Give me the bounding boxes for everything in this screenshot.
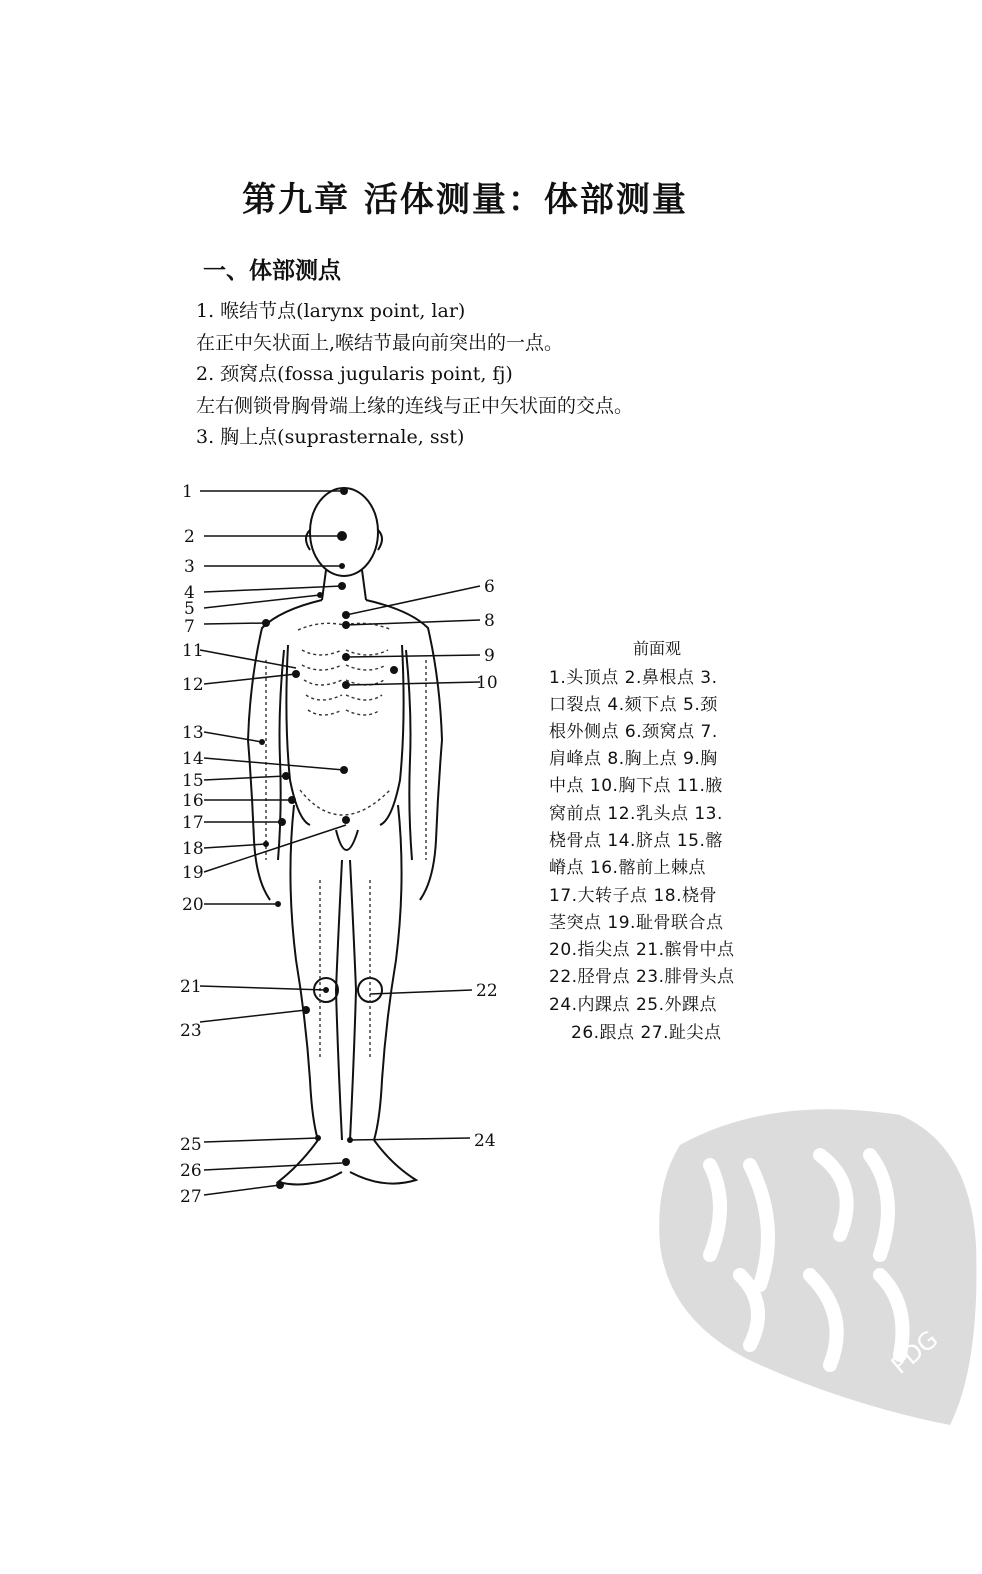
label-19: 19 bbox=[182, 863, 204, 883]
label-26: 26 bbox=[180, 1161, 202, 1181]
entry-1-description: 在正中矢状面上,喉结节最向前突出的一点。 bbox=[196, 332, 564, 354]
legend-line: 17.大转子点 18.桡骨 bbox=[549, 886, 717, 906]
label-6: 6 bbox=[484, 577, 495, 597]
label-9: 9 bbox=[484, 646, 495, 666]
legend-line: 嵴点 16.髂前上棘点 bbox=[549, 858, 706, 878]
label-23: 23 bbox=[180, 1021, 202, 1041]
legend-line: 窝前点 12.乳头点 13. bbox=[549, 804, 723, 824]
label-14: 14 bbox=[182, 749, 204, 769]
label-4: 4 bbox=[184, 583, 195, 603]
body-front-view-figure bbox=[170, 460, 530, 1220]
label-1: 1 bbox=[182, 482, 193, 502]
entry-1-heading: 1. 喉结节点(larynx point, lar) bbox=[196, 300, 466, 322]
legend-line: 中点 10.胸下点 11.腋 bbox=[549, 776, 723, 796]
entry-2-heading: 2. 颈窝点(fossa jugularis point, fj) bbox=[196, 363, 513, 385]
label-11: 11 bbox=[182, 641, 204, 661]
watermark-text: PDG bbox=[885, 1325, 944, 1380]
legend-line: 口裂点 4.颏下点 5.颈 bbox=[549, 695, 718, 715]
label-16: 16 bbox=[182, 791, 204, 811]
label-2: 2 bbox=[184, 527, 195, 547]
label-18: 18 bbox=[182, 839, 204, 859]
label-25: 25 bbox=[180, 1135, 202, 1155]
label-12: 12 bbox=[182, 675, 204, 695]
legend-line: 1.头顶点 2.鼻根点 3. bbox=[549, 668, 718, 688]
label-20: 20 bbox=[182, 895, 204, 915]
label-5: 5 bbox=[184, 599, 195, 619]
label-3: 3 bbox=[184, 557, 195, 577]
label-24: 24 bbox=[474, 1131, 496, 1151]
label-15: 15 bbox=[182, 771, 204, 791]
legend-line: 根外侧点 6.颈窝点 7. bbox=[549, 722, 718, 742]
label-13: 13 bbox=[182, 723, 204, 743]
watermark-seal bbox=[650, 1105, 980, 1435]
label-21: 21 bbox=[180, 977, 202, 997]
legend-line: 肩峰点 8.胸上点 9.胸 bbox=[549, 749, 718, 769]
body-outline bbox=[248, 488, 442, 1184]
legend-line: 20.指尖点 21.髌骨中点 bbox=[549, 940, 735, 960]
legend-line: 茎突点 19.耻骨联合点 bbox=[549, 913, 724, 933]
label-22: 22 bbox=[476, 981, 498, 1001]
legend-caption: 前面观 bbox=[633, 639, 682, 658]
label-8: 8 bbox=[484, 611, 495, 631]
label-10: 10 bbox=[476, 673, 498, 693]
entry-2-description: 左右侧锁骨胸骨端上缘的连线与正中矢状面的交点。 bbox=[196, 395, 634, 417]
entry-3-heading: 3. 胸上点(suprasternale, sst) bbox=[196, 426, 465, 448]
label-7: 7 bbox=[184, 617, 195, 637]
legend-line: 桡骨点 14.脐点 15.髂 bbox=[549, 831, 723, 851]
legend-line: 26.跟点 27.趾尖点 bbox=[571, 1023, 722, 1043]
legend-line: 24.内踝点 25.外踝点 bbox=[549, 995, 717, 1015]
label-27: 27 bbox=[180, 1187, 202, 1207]
legend-line: 22.胫骨点 23.腓骨头点 bbox=[549, 967, 735, 987]
section-title: 一、体部测点 bbox=[203, 258, 341, 284]
chapter-title: 第九章 活体测量：体部测量 bbox=[242, 180, 688, 220]
label-17: 17 bbox=[182, 813, 204, 833]
